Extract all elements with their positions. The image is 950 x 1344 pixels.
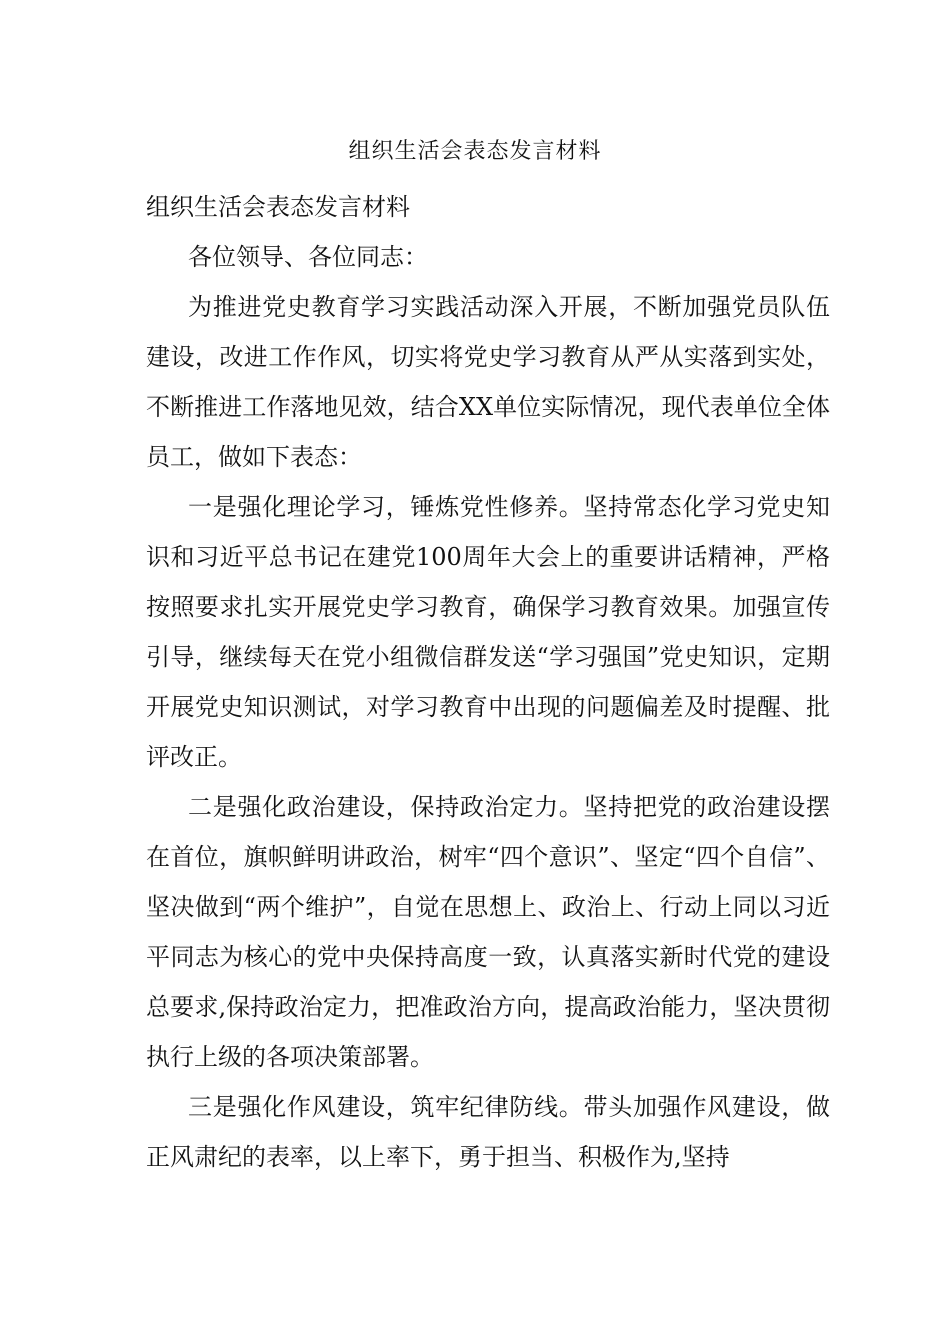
document-title: 组织生活会表态发言材料 (348, 139, 602, 164)
greeting: 各位领导、各位同志： (188, 243, 428, 271)
paragraph-intro: 为推进党史教育学习实践活动深入开展，不断加强党员队伍建设，改进工作作风，切实将党史学习教育从严从实落到实处，不断推进工作落地见效，结合XX单位实际情况，现代表单位全体员工，做如下表态： (146, 293, 830, 471)
paragraph-theory-study: 一是强化理论学习，锤炼党性修养。坚持常态化学习党史知识和习近平总书记在建党100周年大会上的重要讲话精神，严格按照要求扎实开展党史学习教育，确保学习教育效果。加强宣传引导，继续每天在党小组微信群发送“学习强国”党史知识，定期开展党史知识测试，对学习教育中出现的问题偏差及时提醒、批评改正。 (146, 493, 830, 771)
paragraph-political-building: 二是强化政治建设，保持政治定力。坚持把党的政治建设摆在首位，旗帜鲜明讲政治，树牢“四个意识”、坚定“四个自信”、坚决做到“两个维护”，自觉在思想上、政治上、行动上同以习近平同志为核心的党中央保持高度一致，认真落实新时代党的建设总要求,保持政治定力，把准政治方向，提高政治能力，坚决贯彻执行上级的各项决策部署。 (146, 793, 830, 1071)
document-subtitle: 组织生活会表态发言材料 (146, 193, 410, 221)
document-body (146, 182, 830, 1182)
paragraph-work-style: 三是强化作风建设，筑牢纪律防线。带头加强作风建设，做正风肃纪的表率，以上率下，勇于担当、积极作为,坚持 (146, 1093, 830, 1171)
